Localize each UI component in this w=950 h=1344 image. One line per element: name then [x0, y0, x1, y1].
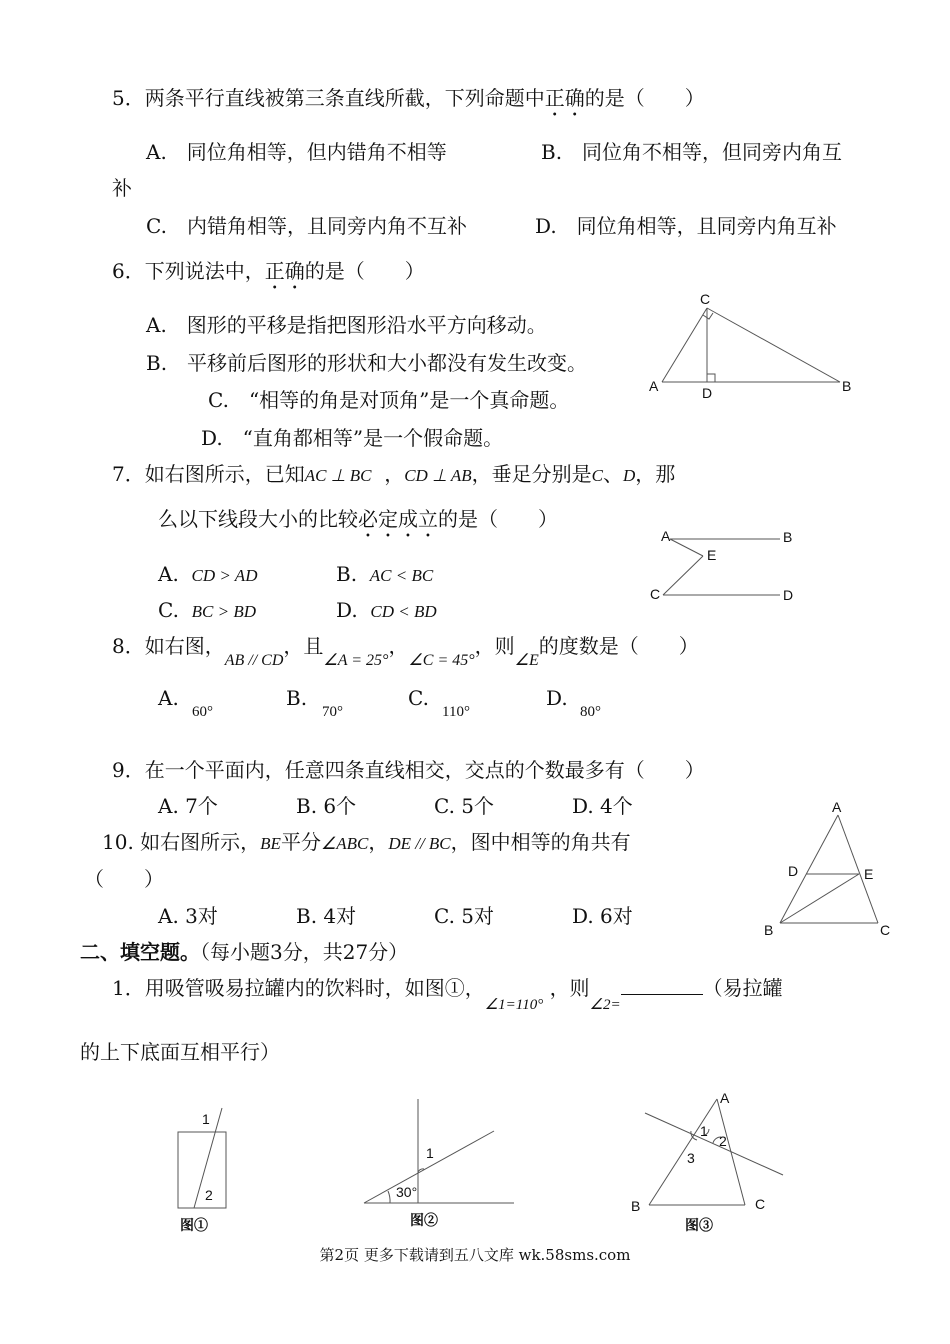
- fig3: [625, 1085, 795, 1235]
- q9-option-a: A. 7个: [158, 794, 218, 818]
- q5-option-b-wrap: 补: [112, 176, 132, 200]
- q7-option-a: A. CD > AD: [158, 562, 258, 586]
- section2-heading: [80, 940, 408, 964]
- section2-title: 二、填空题。: [80, 940, 200, 964]
- q7-option-d: D. CD < BD: [336, 598, 437, 622]
- f1-stem: 1．用吸管吸易拉罐内的饮料时，如图①，$_{\angle 1=110^\circ}$ ，则$_{\angle 2=}$（易拉罐: [112, 976, 783, 1013]
- q6-fig-label-b: B: [842, 378, 852, 394]
- q8-fig-label-a: A: [661, 528, 671, 544]
- q10-option-a: A. 3对: [158, 904, 218, 928]
- q6-option-b: B. 平移前后图形的形状和大小都没有发生改变。: [146, 351, 588, 375]
- q10-fig-label-d: D: [788, 863, 799, 879]
- q8-fig-label-b: B: [783, 529, 793, 545]
- q8-option-c-value: 110°: [442, 704, 470, 720]
- fig3-label-c: C: [755, 1196, 766, 1212]
- q6-fig-label-c: C: [700, 291, 711, 307]
- fig1-label-2: 2: [205, 1187, 213, 1203]
- q10-fig-label-c: C: [880, 922, 891, 938]
- q8-option-a-value: 60°: [192, 704, 213, 720]
- q6-option-d: D. “直角都相等”是一个假命题。: [201, 426, 504, 450]
- q10-stem-wrap: （ ）: [84, 867, 164, 891]
- page-footer: 第2页 更多下载请到五八文库 wk.58sms.com: [319, 1246, 631, 1264]
- fig1-label-1: 1: [202, 1111, 210, 1127]
- q8-fig-label-d: D: [783, 587, 794, 603]
- fig2: [358, 1095, 518, 1235]
- q8-figure: [645, 525, 805, 610]
- q8-option-a: A.: [158, 686, 179, 710]
- fig2-caption: 图②: [410, 1212, 438, 1228]
- q5-option-a: A. 同位角相等，但内错角不相等: [146, 140, 447, 164]
- q8-fig-label-e: E: [707, 547, 717, 563]
- f1-answer-blank[interactable]: [621, 980, 703, 995]
- q10-fig-label-a: A: [832, 799, 842, 815]
- q8-option-b: B.: [286, 686, 308, 710]
- q9-option-b: B. 6个: [296, 794, 357, 818]
- fig3-label-b: B: [631, 1198, 641, 1214]
- q6-figure: [645, 290, 865, 405]
- fig3-label-3: 3: [687, 1150, 695, 1166]
- q10-fig-label-b: B: [764, 922, 774, 938]
- fig2-label-30: 30°: [396, 1184, 418, 1200]
- q7-option-c: C. BC > BD: [158, 598, 257, 622]
- section2-note: （每小题3分，共27分）: [200, 940, 409, 964]
- q8-fig-label-c: C: [650, 586, 661, 602]
- q6-fig-label-a: A: [649, 378, 659, 394]
- fig3-label-2: 2: [719, 1133, 727, 1149]
- q8-stem: 8．如右图，$_{AB // CD}$，且$_{\angle A = 25^\circ}$，$_{\angle C = 45^\circ}$，则$_{\angle E}$的度数是（ ）: [112, 634, 699, 669]
- fig3-caption: 图③: [685, 1217, 713, 1233]
- q8-option-d-value: 80°: [580, 704, 601, 720]
- fig1: [170, 1100, 240, 1240]
- q6-option-a: A. 图形的平移是指把图形沿水平方向移动。: [146, 313, 547, 337]
- q8-option-b-value: 70°: [322, 704, 343, 720]
- q5-emphasis: 正确: [544, 86, 585, 110]
- q9-option-c: C. 5个: [434, 794, 495, 818]
- q10-fig-label-e: E: [864, 866, 874, 882]
- q9-option-d: D. 4个: [572, 794, 633, 818]
- q6-fig-label-d: D: [702, 385, 713, 401]
- q5-option-c: C. 内错角相等，且同旁内角不互补: [146, 214, 467, 238]
- fig1-caption: 图①: [180, 1217, 208, 1233]
- fig3-label-1: 1: [700, 1123, 708, 1139]
- q5-stem: 5．两条平行直线被第三条直线所截，下列命题中正确的是（ ）: [112, 86, 705, 110]
- fig3-label-a: A: [720, 1090, 730, 1106]
- q5-option-d: D. 同位角相等，且同旁内角互补: [535, 214, 837, 238]
- q10-option-c: C. 5对: [434, 904, 495, 928]
- q5-option-b: B. 同位角不相等，但同旁内角互: [541, 140, 843, 164]
- q7-stem-line2: 么以下线段大小的比较必定成立的是（ ）: [158, 507, 558, 531]
- f1-stem-wrap: 的上下底面互相平行）: [80, 1040, 280, 1064]
- q10-stem: 10. 如右图所示，BE平分∠ABC，DE // BC，图中相等的角共有: [102, 830, 631, 854]
- q6-option-c: C. “相等的角是对顶角”是一个真命题。: [208, 388, 570, 412]
- q7-stem: 7．如右图所示，已知AC ⊥ BC ，CD ⊥ AB，垂足分别是C、D，那: [112, 462, 676, 486]
- q6-emphasis: 正确: [264, 259, 305, 283]
- q10-option-b: B. 4对: [296, 904, 357, 928]
- q8-option-c: C.: [408, 686, 429, 710]
- q7-emphasis: 必定成立: [358, 507, 438, 531]
- fig2-label-1: 1: [426, 1145, 434, 1161]
- q9-stem: 9．在一个平面内，任意四条直线相交，交点的个数最多有（ ）: [112, 758, 705, 782]
- q10-option-d: D. 6对: [572, 904, 633, 928]
- q8-option-d: D.: [546, 686, 568, 710]
- q7-option-b: B. AC < BC: [336, 562, 434, 586]
- q10-figure: [760, 795, 900, 940]
- q6-stem: 6．下列说法中，正确的是（ ）: [112, 259, 425, 283]
